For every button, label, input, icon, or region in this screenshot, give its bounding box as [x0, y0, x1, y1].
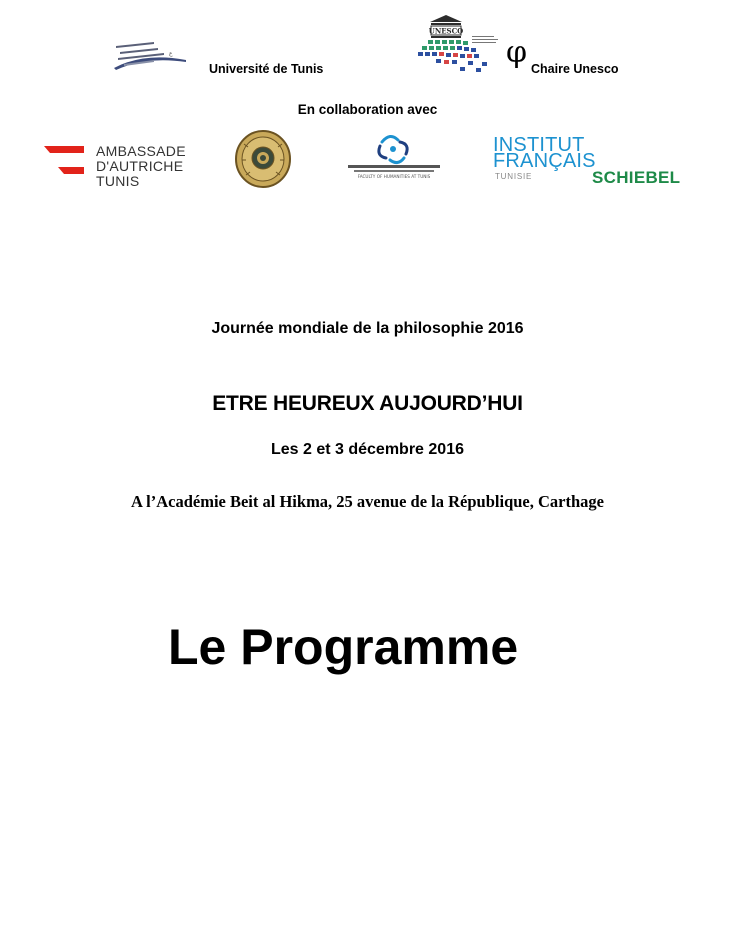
ambassade-text: AMBASSADE D'AUTRICHE TUNIS: [96, 143, 186, 189]
programme-heading: Le Programme: [168, 619, 519, 675]
institut-francais-logo: [493, 134, 596, 187]
phi-symbol-icon: φ: [506, 35, 528, 70]
faculty-caption: FACULTY OF HUMANITIES AT TUNIS: [357, 174, 431, 179]
event-place: A l’Académie Beit al Hikma, 25 avenue de la République, Carthage: [131, 492, 604, 511]
ambassade-autriche-logo: [44, 144, 194, 190]
chaire-unesco-label: Chaire Unesco: [531, 62, 619, 76]
schiebel-logo: SCHIEBEL: [592, 168, 681, 187]
seal-logo: [234, 130, 292, 188]
collaboration-heading: En collaboration avec: [297, 102, 438, 117]
unesco-logo-text: UNESCO: [428, 26, 464, 36]
institut-line1: INSTITUT: [493, 134, 585, 156]
event-dates: Les 2 et 3 décembre 2016: [270, 441, 464, 458]
svg-text:ع: ع: [169, 50, 173, 57]
unesco-logo: [416, 12, 504, 76]
main-title: ETRE HEUREUX AUJOURD’HUI: [212, 392, 523, 415]
institut-line2: FRANÇAIS: [493, 150, 596, 172]
faculty-humanities-logo: [344, 130, 444, 186]
day-title: Journée mondiale de la philosophie 2016: [211, 320, 524, 337]
institut-sub: TUNISIE: [495, 172, 533, 181]
universite-label: Université de Tunis: [209, 62, 324, 76]
universite-tunis-logo: [114, 38, 188, 74]
austria-flag-icon: [44, 146, 84, 181]
